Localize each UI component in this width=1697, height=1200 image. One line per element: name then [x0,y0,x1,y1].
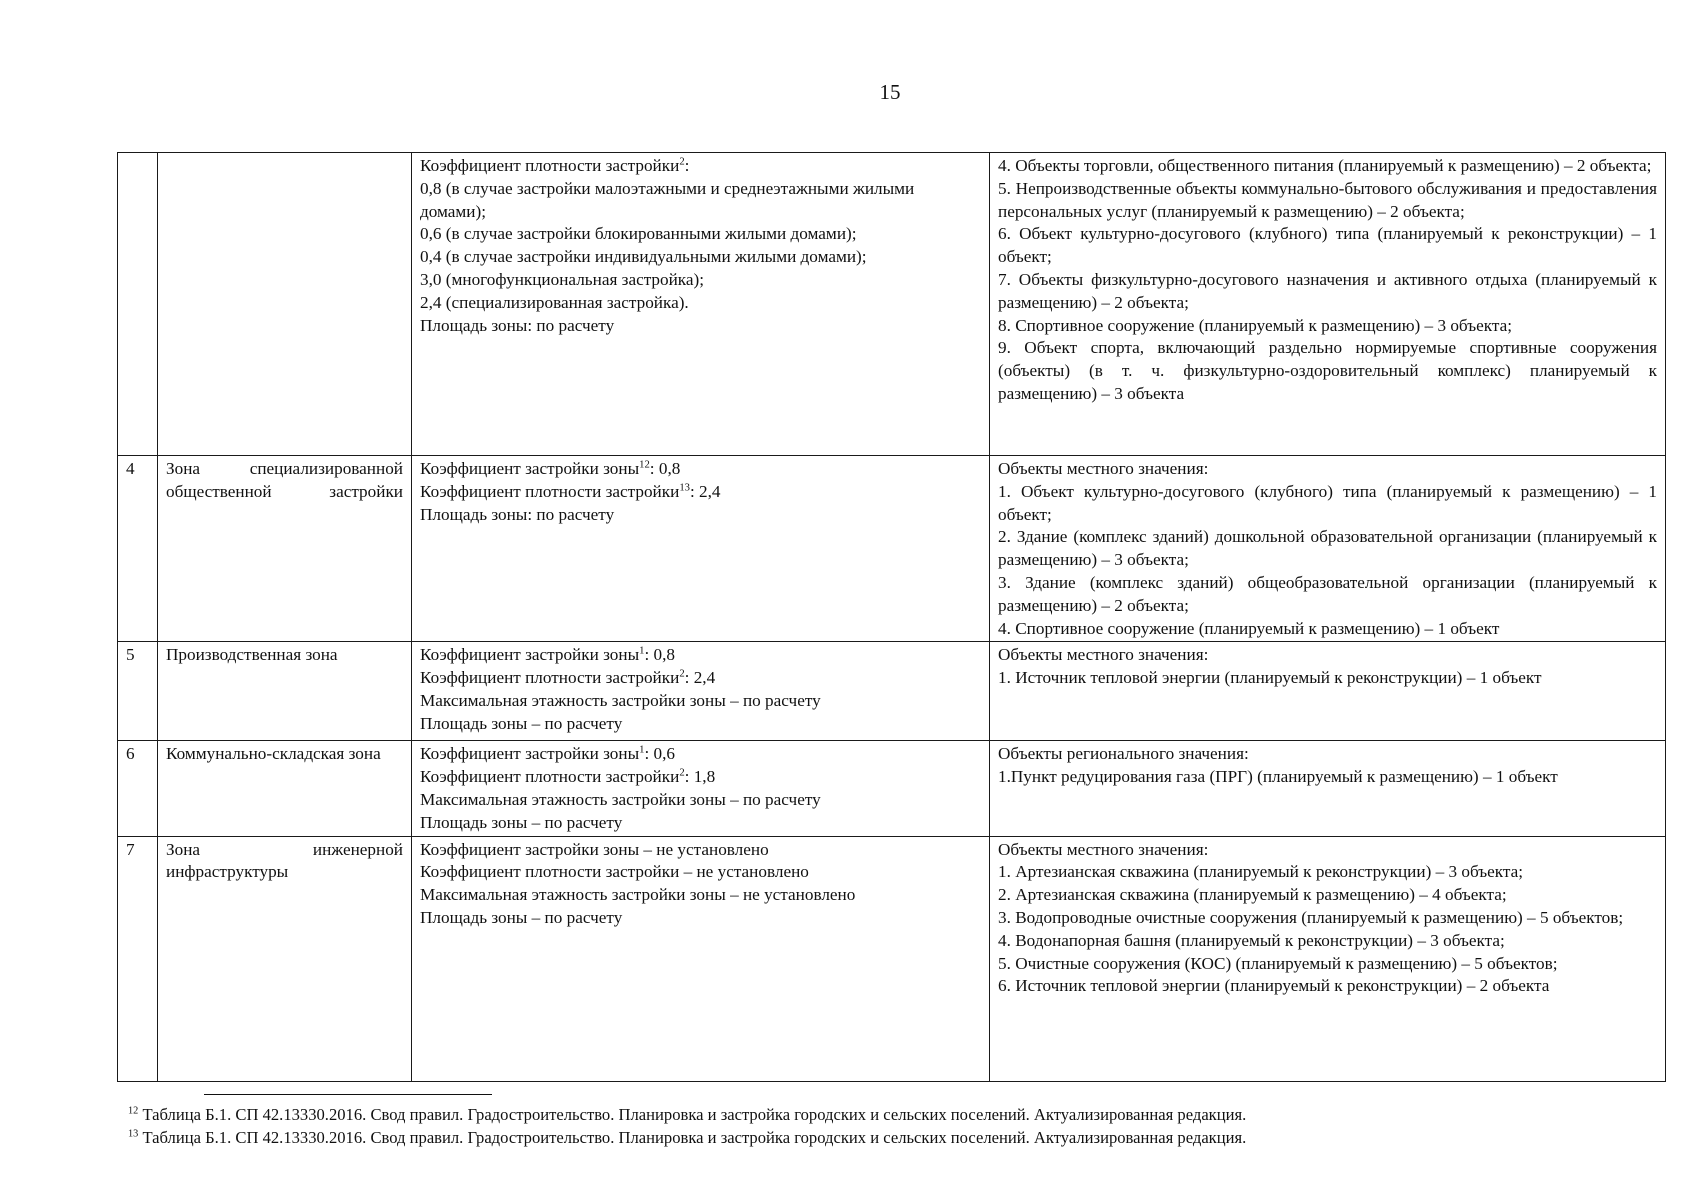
parameter-text: Коэффициент застройки зоны [420,645,640,665]
zone-name: Зона специализированной общественной застройки [158,456,412,642]
footnote-ref: 2 [679,156,685,168]
parameter-line [420,458,981,481]
footnote-ref: 12 [639,459,650,471]
parameter-line [420,812,981,835]
parameter-text: Площадь зоны – по расчету [420,812,623,832]
object-item: 5. Непроизводственные объекты коммунально-бытового обслуживания и предоставления персональных услуг (планируемый к размещению) – 2 объекта; [998,178,1657,221]
footnote-divider [204,1094,492,1095]
object-item: 2. Артезианская скважина (планируемый к размещению) – 4 объекта; [998,885,1507,905]
object-item: 3. Здание (комплекс зданий) общеобразовательной организации (планируемый к размещению) – 2 объекта; [998,572,1657,615]
row-number: 4 [118,456,158,642]
footnote-mark: 12 [128,1105,139,1117]
zone-parameters [412,456,990,642]
zone-name [158,153,412,456]
row-number [118,153,158,456]
parameter-text: 2,4 (специализированная застройка). [420,292,689,312]
parameter-line [420,690,981,713]
zone-objects [990,836,1666,1081]
row-number: 7 [118,836,158,1081]
parameter-text: Максимальная этажность застройки зоны – по расчету [420,789,821,809]
object-item: Объекты регионального значения: [998,744,1249,764]
object-item: 3. Водопроводные очистные сооружения (планируемый к размещению) – 5 объектов; [998,907,1624,927]
object-item: 7. Объекты физкультурно-досугового назначения и активного отдыха (планируемый к размещению) – 2 объекта; [998,269,1657,312]
parameter-line [420,861,981,884]
zone-parameters [412,836,990,1081]
parameter-text: Площадь зоны: по расчету [420,315,615,335]
parameter-value: : [684,156,690,175]
parameter-text: 3,0 (многофункциональная застройка); [420,269,705,289]
page-number: 15 [879,80,901,104]
parameter-text: Коэффициент плотности застройки – не установлено [420,862,809,882]
parameter-line [420,315,981,338]
parameter-text: Коэффициент плотности застройки [420,668,680,688]
footnote [128,1103,1628,1126]
zones-table-body [118,153,1666,1082]
parameter-value: : 2,4 [684,668,716,688]
parameter-text: Коэффициент застройки зоны – не установлено [420,839,769,859]
table-row [118,456,1666,642]
zones-table [117,152,1666,1082]
footnote-ref: 2 [679,767,685,779]
parameter-line [420,713,981,736]
parameter-line [420,269,981,292]
parameter-line [420,481,981,504]
footnote-ref: 1 [639,645,645,657]
parameter-line [420,839,981,862]
parameter-text: Максимальная этажность застройки зоны – по расчету [420,690,821,710]
parameter-text: 0,8 (в случае застройки малоэтажными и среднеэтажными жилыми домами); [420,178,915,221]
object-item: 5. Очистные сооружения (КОС) (планируемый к размещению) – 5 объектов; [998,953,1558,973]
footnote-text: Таблица Б.1. СП 42.13330.2016. Свод правил. Градостроительство. Планировка и застройка городских и сельских поселений. Актуализированная редакция. [142,1105,1247,1124]
object-item: 4. Спортивное сооружение (планируемый к размещению) – 1 объект [998,618,1500,638]
parameter-text: Коэффициент застройки зоны [420,744,640,764]
footnote-ref: 2 [679,668,685,680]
footnote-mark: 13 [128,1128,139,1140]
footnote-ref: 1 [639,744,645,756]
parameter-text: Площадь зоны – по расчету [420,907,623,927]
parameter-line [420,292,981,315]
zone-name: Коммунально-складская зона [158,741,412,836]
zone-objects [990,642,1666,741]
parameter-line [420,667,981,690]
parameter-line [420,644,981,667]
table-row [118,642,1666,741]
zone-parameters [412,153,990,456]
parameter-value: : 0,8 [644,645,676,665]
parameter-value: : 0,8 [649,459,681,478]
object-item: Объекты местного значения: [998,645,1209,665]
footnote-text: Таблица Б.1. СП 42.13330.2016. Свод правил. Градостроительство. Планировка и застройка городских и сельских поселений. Актуализированная редакция. [142,1128,1247,1147]
parameter-text: 0,6 (в случае застройки блокированными жилыми домами); [420,224,857,244]
object-item: 1. Артезианская скважина (планируемый к реконструкции) – 3 объекта; [998,862,1524,882]
zone-objects [990,456,1666,642]
footnote-ref: 13 [679,482,690,494]
parameter-line [420,155,981,178]
table-row [118,153,1666,456]
parameter-line [420,766,981,789]
parameter-line [420,246,981,269]
object-item: 1. Источник тепловой энергии (планируемый к реконструкции) – 1 объект [998,668,1542,688]
parameter-line [420,884,981,907]
parameter-text: Коэффициент застройки зоны [420,459,640,478]
object-item: 6. Источник тепловой энергии (планируемый к реконструкции) – 2 объекта [998,976,1550,996]
row-number: 5 [118,642,158,741]
object-item: 4. Водонапорная башня (планируемый к реконструкции) – 3 объекта; [998,930,1505,950]
parameter-line [420,178,981,224]
parameter-line [420,789,981,812]
parameter-line [420,504,981,527]
object-item: 1.Пункт редуцирования газа (ПРГ) (планируемый к размещению) – 1 объект [998,767,1558,787]
zone-parameters [412,741,990,836]
parameter-text: Максимальная этажность застройки зоны – не установлено [420,885,856,905]
footnote [128,1126,1628,1149]
object-item: 1. Объект культурно-досугового (клубного) типа (планируемый к размещению) – 1 объект; [998,481,1657,524]
zone-objects [990,153,1666,456]
object-item: 9. Объект спорта, включающий раздельно нормируемые спортивные сооружения (объекты) (в т. ч. физкультурно-оздоровительный комплекс) планируемый к размещению) – 3 объекта [998,338,1657,403]
parameter-text: Площадь зоны – по расчету [420,713,623,733]
parameter-value: : 0,6 [644,744,676,764]
object-item: Объекты местного значения: [998,459,1209,478]
parameter-value: : 1,8 [684,767,716,787]
zone-name: Производственная зона [158,642,412,741]
object-item: 6. Объект культурно-досугового (клубного) типа (планируемый к реконструкции) – 1 объект; [998,224,1657,267]
parameter-value: : 2,4 [689,481,721,501]
object-item: 8. Спортивное сооружение (планируемый к размещению) – 3 объекта; [998,315,1513,335]
zone-parameters [412,642,990,741]
parameter-line [420,223,981,246]
parameter-text: 0,4 (в случае застройки индивидуальными жилыми домами); [420,247,867,267]
footnotes [128,1103,1628,1149]
zone-name: Зона инженерной инфраструктуры [158,836,412,1081]
parameter-line [420,743,981,766]
parameter-line [420,907,981,930]
object-item: Объекты местного значения: [998,839,1209,859]
object-item: 4. Объекты торговли, общественного питания (планируемый к размещению) – 2 объекта; [998,156,1652,175]
parameter-text: Коэффициент плотности застройки [420,156,680,175]
table-row [118,836,1666,1081]
parameter-text: Коэффициент плотности застройки [420,767,680,787]
row-number: 6 [118,741,158,836]
parameter-text: Коэффициент плотности застройки [420,481,680,501]
zone-objects [990,741,1666,836]
table-row [118,741,1666,836]
parameter-text: Площадь зоны: по расчету [420,504,615,524]
object-item: 2. Здание (комплекс зданий) дошкольной образовательной организации (планируемый к размещению) – 3 объекта; [998,527,1657,570]
